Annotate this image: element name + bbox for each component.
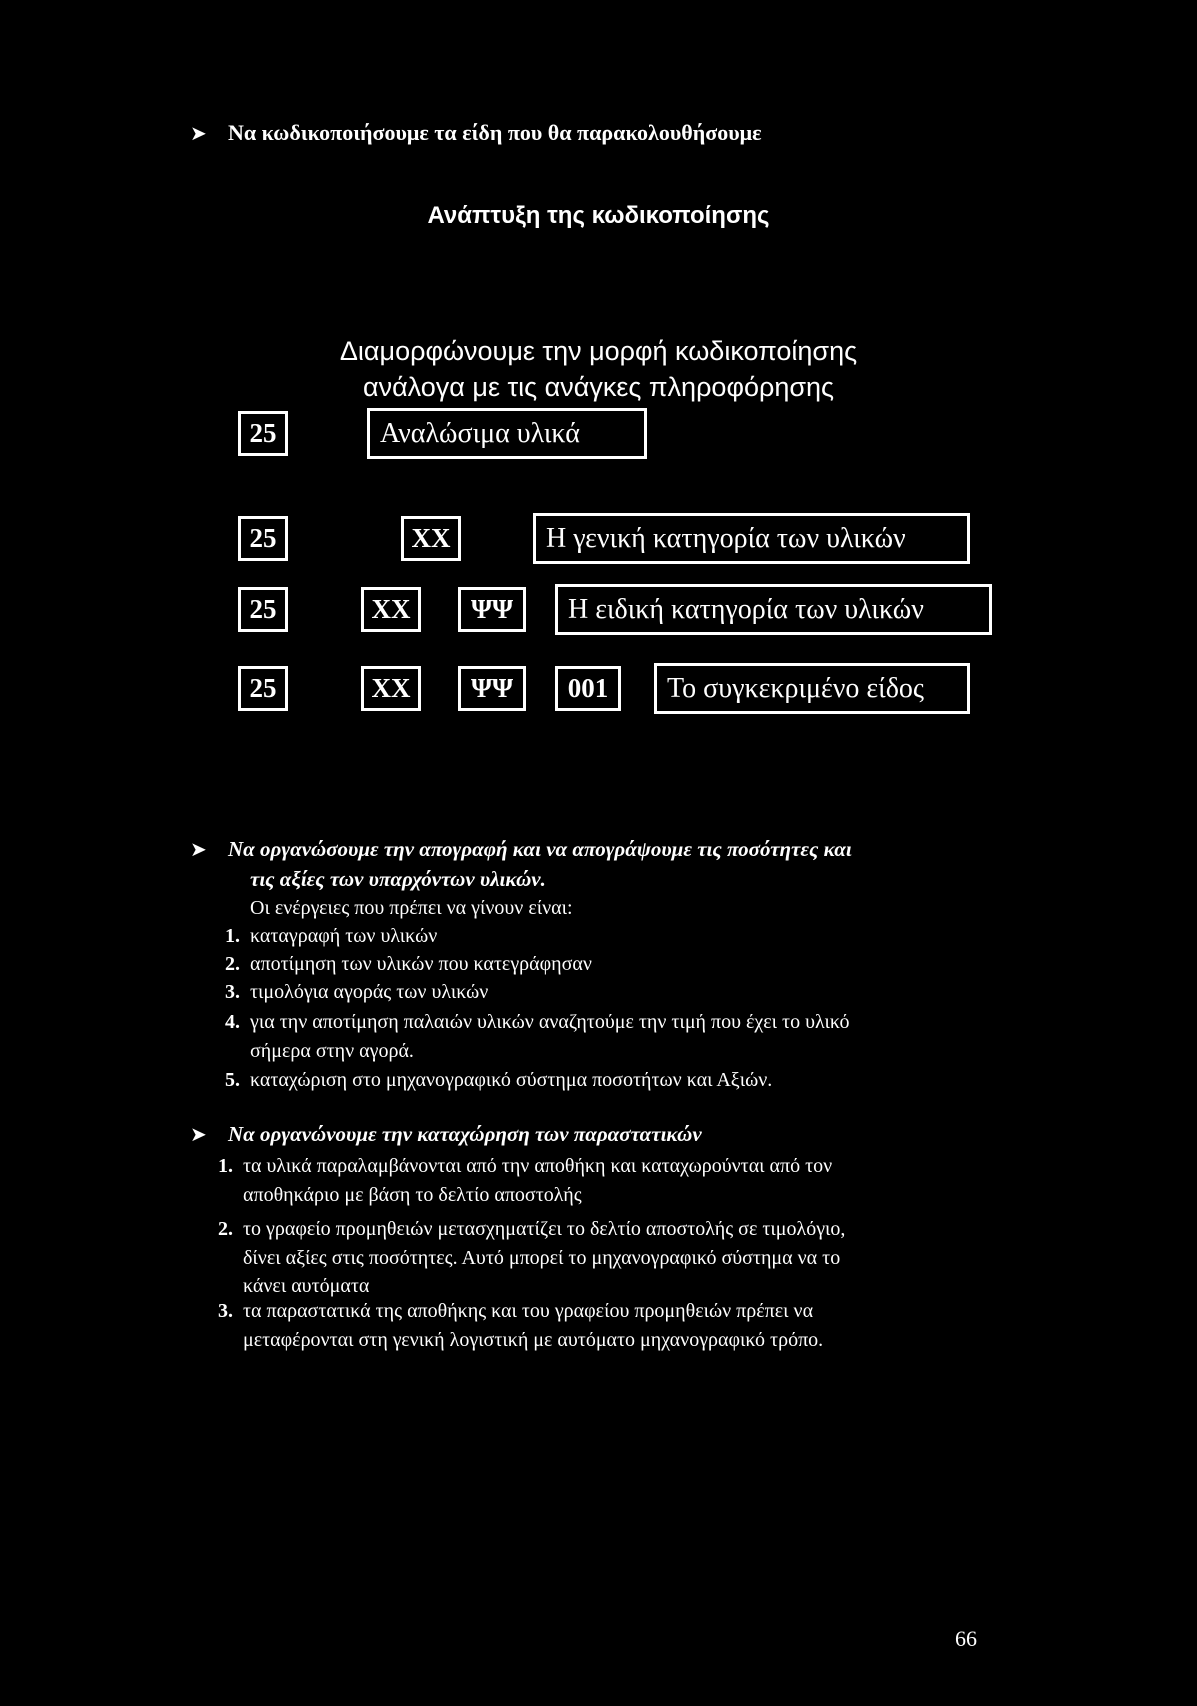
intro-line-1: Διαμορφώνουμε την μορφή κωδικοποίησης [339,336,858,366]
list-item-continuation: δίνει αξίες στις ποσότητες. Αυτό μπορεί το μηχανογραφικό σύστημα να το [243,1247,841,1269]
code-box: 25 [238,666,288,711]
list-item: 2. το γραφείο προμηθειών μετασχηματίζει το δελτίο αποστολής σε τιμολόγιο, [218,1218,846,1240]
intro-text [0,333,1197,405]
section-heading-inventory: ➤ Να οργανώσουμε την απογραφή και να απογράψουμε τις ποσότητες και [190,837,852,861]
section-heading-inventory-cont: τις αξίες των υπαρχόντων υλικών. [250,867,546,891]
code-label-box: Η γενική κατηγορία των υλικών [533,513,970,564]
list-item: 1. τα υλικά παραλαμβάνονται από την αποθήκη και καταχωρούνται από τον [218,1155,833,1177]
list-item: 3. τιμολόγια αγοράς των υλικών [225,981,489,1003]
code-label-box: Το συγκεκριμένο είδος [654,663,970,714]
code-box: 25 [238,587,288,632]
arrow-bullet-icon: ➤ [190,1122,207,1146]
code-box: XX [361,666,421,711]
list-item: 2. αποτίμηση των υλικών που κατεγράφησαν [225,953,592,975]
list-item-continuation: σήμερα στην αγορά. [250,1040,414,1062]
list-item: 1. καταγραφή των υλικών [225,925,438,947]
page-number: 66 [955,1626,977,1651]
list-item: 5. καταχώριση στο μηχανογραφικό σύστημα ποσοτήτων και Αξιών. [225,1069,773,1091]
list-item: 4. για την αποτίμηση παλαιών υλικών αναζητούμε την τιμή που έχει το υλικό [225,1011,850,1033]
section-heading-documents: ➤ Να οργανώνουμε την καταχώρηση των παραστατικών [190,1122,702,1146]
list-item-continuation: αποθηκάριο με βάση το δελτίο αποστολής [243,1184,582,1206]
subtitle: Ανάπτυξη της κωδικοποίησης [427,202,770,229]
code-label-box: Αναλώσιμα υλικά [367,408,647,459]
list-item-continuation: κάνει αυτόματα [243,1275,370,1297]
actions-intro: Οι ενέργειες που πρέπει να γίνουν είναι: [250,897,573,919]
list-item-continuation: μεταφέρονται στη γενική λογιστική με αυτόματο μηχανογραφικό τρόπο. [243,1329,824,1351]
code-box: 25 [238,516,288,561]
code-box: XX [361,587,421,632]
code-box: ΨΨ [458,587,526,632]
code-box: XX [401,516,461,561]
code-box: ΨΨ [458,666,526,711]
section-heading-coding: ➤ Να κωδικοποιήσουμε τα είδη που θα παρακολουθήσουμε [190,120,762,145]
intro-line-2: ανάλογα με τις ανάγκες πληροφόρησης [362,372,835,402]
code-label-box: Η ειδική κατηγορία των υλικών [555,584,992,635]
code-box: 001 [555,666,621,711]
code-box: 25 [238,411,288,456]
list-item: 3. τα παραστατικά της αποθήκης και του γραφείου προμηθειών πρέπει να [218,1300,814,1322]
arrow-bullet-icon: ➤ [190,837,207,861]
arrow-bullet-icon: ➤ [190,121,207,145]
